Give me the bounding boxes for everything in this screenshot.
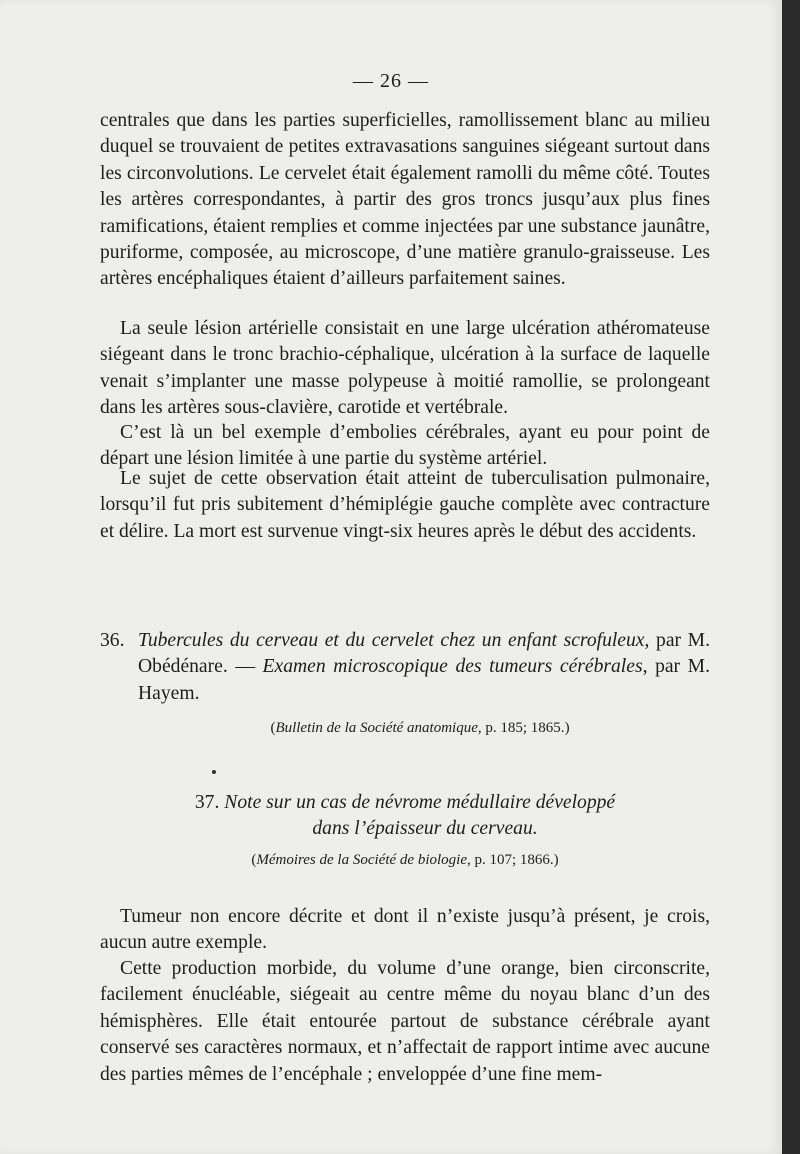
entry-37-citation-detail: , p. 107; 1866. [466,852,554,868]
paragraph-1-text: centrales que dans les parties superficielles, ramollissement blanc au milieu duquel se trouvaient de petites extravasations sanguines siégeant surtout dans les circonvolutions. Le cervelet était également ramolli du même côté. Toutes les artères correspondantes, à partir des gros troncs jusqu’aux plus fines ramifications, étaient remplies et comme injectées par une substance jaunâtre, puriforme, composée, au microscope, d’une matière granulo-graisseuse. Les artères encéphaliques étaient d’ailleurs parfaitement saines. [100,110,710,290]
entry-36 [100,628,710,707]
open-paren-37: ( [251,852,257,868]
entry-36-author1: par M. Obédénare. — [138,630,710,678]
entry-36-author2: , par M. Hayem. [138,656,710,704]
page-edge-shadow [782,0,800,1154]
paragraph-2-text: La seule lésion artérielle consistait en une large ulcération athéromateuse siégeant dans le tronc brachio-céphalique, ulcération à la surface de laquelle venait s’implanter une masse polypeuse à moitié ramollie, se prolongeant dans les artères sous-clavière, carotide et vertébrale. [100,318,710,419]
entry-36-title-part2: Examen microscopique des tumeurs cérébrales [262,656,643,678]
paragraph-3-text: C’est là un bel exemple d’embolies cérébrales, ayant eu pour point de départ une lésion limitée à une partie du système artériel. [100,422,710,470]
entry-36-citation-title: Bulletin de la Société anatomique [275,720,478,736]
entry-36-citation [100,720,710,737]
entry-37-citation [100,852,710,869]
entry-37-title-line2: dans l’épaisseur du cerveau. [312,818,538,840]
close-paren: ) [564,720,570,736]
entry-36-heading [138,628,710,707]
entry-36-citation-detail: , p. 185; 1865. [477,720,565,736]
entry-37-heading [100,790,710,843]
paragraph-4-text: Le sujet de cette observation était atteint de tuberculisation pulmonaire, lorsqu’il fut pris subitement d’hémiplégie gauche complète avec contracture et délire. La mort est survenue vingt-six heures après le début des accidents. [100,468,710,542]
paragraph-2 [100,316,710,422]
entry-37-citation-title: Mémoires de la Société de biologie [256,852,467,868]
open-paren: ( [270,720,276,736]
entry-37-line2 [100,816,710,842]
paragraph-6-text: Cette production morbide, du volume d’une orange, bien circonscrite, facilement énucléable, siégeait au centre même du noyau blanc d’un des hémisphères. Elle était entourée partout de substance cérébrale ayant conservé ses caractères normaux, et n’affectait de rapport intime avec aucune des parties mêmes de l’encéphale ; enveloppée d’une fine mem- [100,958,710,1085]
page-number: — 26 — [353,70,429,92]
entry-36-title-part1: Tubercules du cerveau et du cervelet chez un enfant scrofuleux, [138,630,650,651]
entry-37-number: 37. [194,792,220,813]
entry-37-title-line1: Note sur un cas de névrome médullaire développé [224,792,616,813]
entry-36-number: 36. [100,630,125,651]
paragraph-3 [100,420,710,473]
bullet-dot-icon [212,770,216,774]
paragraph-5-text: Tumeur non encore décrite et dont il n’existe jusqu’à présent, je crois, aucun autre exemple. [100,906,710,954]
paragraph-4 [100,466,710,545]
paragraph-6 [100,956,710,1088]
paragraph-5 [100,904,710,957]
paragraph-1 [100,108,710,293]
entry-37-line1 [100,790,710,816]
close-paren-37: ) [553,852,559,868]
